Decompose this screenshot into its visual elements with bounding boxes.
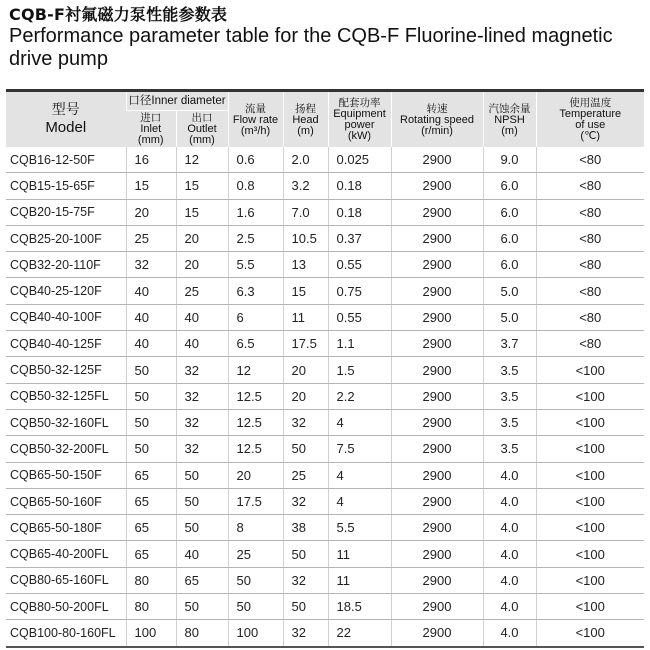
header-power-en3: (kW) — [347, 130, 372, 142]
table-row — [6, 383, 644, 409]
cell-outlet: 50 — [176, 515, 228, 541]
page-title-english: Performance parameter table for the CQB-F Fluorine-lined magnetic drive pump — [9, 25, 613, 70]
cell-rotating-speed: 2900 — [391, 515, 483, 541]
cell-head: 15 — [283, 278, 328, 304]
cell-head: 50 — [283, 541, 328, 567]
cell-head: 50 — [283, 594, 328, 620]
cell-outlet: 25 — [176, 278, 228, 304]
header-temp-en3: (℃) — [580, 130, 601, 142]
cell-head: 2.0 — [283, 147, 328, 173]
cell-flow-rate: 100 — [228, 620, 283, 647]
cell-model: CQB50-32-160FL — [6, 409, 126, 435]
header-power-en2: power — [344, 119, 375, 131]
cell-inlet: 25 — [126, 225, 176, 251]
cell-outlet: 50 — [176, 488, 228, 514]
cell-flow-rate: 6.5 — [228, 331, 283, 357]
table-row — [6, 620, 644, 647]
cell-model: CQB50-32-125F — [6, 357, 126, 383]
cell-inlet: 16 — [126, 147, 176, 173]
cell-power: 18.5 — [328, 594, 391, 620]
header-npsh-cn: 汽蚀余量 — [488, 102, 531, 115]
cell-rotating-speed: 2900 — [391, 567, 483, 593]
table-row — [6, 278, 644, 304]
cell-model: CQB32-20-110F — [6, 252, 126, 278]
cell-outlet: 65 — [176, 567, 228, 593]
cell-head: 32 — [283, 620, 328, 647]
table-body — [6, 147, 644, 647]
cell-flow-rate: 20 — [228, 462, 283, 488]
cell-outlet: 80 — [176, 620, 228, 647]
cell-flow-rate: 6.3 — [228, 278, 283, 304]
header-head-en1: Head — [292, 113, 319, 126]
cell-model: CQB50-32-125FL — [6, 383, 126, 409]
cell-model: CQB65-50-180F — [6, 515, 126, 541]
table-row — [6, 436, 644, 462]
header-head-en2: (m) — [297, 124, 314, 137]
page-title-chinese: CQB-F衬氟磁力泵性能参数表 — [9, 5, 228, 24]
cell-head: 17.5 — [283, 331, 328, 357]
cell-outlet: 20 — [176, 225, 228, 251]
cell-flow-rate: 17.5 — [228, 488, 283, 514]
cell-temperature: <100 — [536, 594, 644, 620]
cell-temperature: <100 — [536, 462, 644, 488]
cell-outlet: 32 — [176, 383, 228, 409]
table-row — [6, 594, 644, 620]
cell-model: CQB80-50-200FL — [6, 594, 126, 620]
cell-power: 0.18 — [328, 173, 391, 199]
header-outlet-en2: (mm) — [189, 134, 215, 146]
cell-flow-rate: 12.5 — [228, 409, 283, 435]
cell-outlet: 50 — [176, 594, 228, 620]
cell-inlet: 50 — [126, 357, 176, 383]
header-inlet-en2: (mm) — [137, 134, 164, 146]
cell-flow-rate: 6 — [228, 304, 283, 330]
cell-flow-rate: 8 — [228, 515, 283, 541]
cell-npsh: 6.0 — [483, 173, 536, 199]
cell-inlet: 50 — [126, 409, 176, 435]
cell-head: 32 — [283, 567, 328, 593]
table-row — [6, 462, 644, 488]
cell-rotating-speed: 2900 — [391, 225, 483, 251]
header-outlet-en1: Outlet — [187, 123, 217, 135]
cell-inlet: 15 — [126, 173, 176, 199]
cell-head: 20 — [283, 383, 328, 409]
header-npsh — [483, 91, 536, 148]
header-power — [328, 91, 391, 148]
cell-npsh: 5.0 — [483, 304, 536, 330]
cell-outlet: 12 — [176, 147, 228, 173]
cell-npsh: 3.5 — [483, 383, 536, 409]
cell-npsh: 6.0 — [483, 199, 536, 225]
table-row — [6, 567, 644, 593]
cell-rotating-speed: 2900 — [391, 383, 483, 409]
cell-rotating-speed: 2900 — [391, 357, 483, 383]
cell-temperature: <80 — [536, 199, 644, 225]
header-temp-en1: Temperature — [559, 108, 622, 120]
header-inlet-en1: Inlet — [140, 123, 162, 135]
cell-npsh: 4.0 — [483, 594, 536, 620]
cell-rotating-speed: 2900 — [391, 304, 483, 330]
cell-power: 0.75 — [328, 278, 391, 304]
cell-power: 0.55 — [328, 304, 391, 330]
cell-model: CQB16-12-50F — [6, 147, 126, 173]
cell-model: CQB20-15-75F — [6, 199, 126, 225]
cell-temperature: <80 — [536, 147, 644, 173]
cell-flow-rate: 2.5 — [228, 225, 283, 251]
cell-head: 32 — [283, 488, 328, 514]
cell-head: 10.5 — [283, 225, 328, 251]
header-speed-cn: 转速 — [426, 102, 448, 115]
cell-head: 25 — [283, 462, 328, 488]
table-row — [6, 225, 644, 251]
cell-flow-rate: 25 — [228, 541, 283, 567]
cell-inlet: 40 — [126, 304, 176, 330]
cell-temperature: <100 — [536, 357, 644, 383]
table-row — [6, 199, 644, 225]
cell-rotating-speed: 2900 — [391, 173, 483, 199]
cell-outlet: 32 — [176, 357, 228, 383]
cell-temperature: <80 — [536, 331, 644, 357]
cell-temperature: <100 — [536, 567, 644, 593]
cell-inlet: 80 — [126, 567, 176, 593]
cell-inlet: 32 — [126, 252, 176, 278]
cell-flow-rate: 12.5 — [228, 436, 283, 462]
cell-power: 0.37 — [328, 225, 391, 251]
cell-temperature: <100 — [536, 383, 644, 409]
header-inner-diameter-label: 口径Inner diameter — [128, 94, 226, 107]
cell-power: 0.55 — [328, 252, 391, 278]
cell-model: CQB40-40-100F — [6, 304, 126, 330]
cell-outlet: 40 — [176, 304, 228, 330]
cell-rotating-speed: 2900 — [391, 147, 483, 173]
cell-power: 2.2 — [328, 383, 391, 409]
cell-npsh: 4.0 — [483, 567, 536, 593]
cell-temperature: <100 — [536, 436, 644, 462]
cell-inlet: 65 — [126, 515, 176, 541]
header-rotating-speed — [391, 91, 483, 148]
table-row — [6, 409, 644, 435]
cell-rotating-speed: 2900 — [391, 331, 483, 357]
cell-rotating-speed: 2900 — [391, 541, 483, 567]
cell-head: 13 — [283, 252, 328, 278]
cell-npsh: 3.7 — [483, 331, 536, 357]
cell-outlet: 50 — [176, 462, 228, 488]
cell-power: 1.1 — [328, 331, 391, 357]
table-row — [6, 252, 644, 278]
cell-head: 32 — [283, 409, 328, 435]
cell-outlet: 40 — [176, 331, 228, 357]
cell-model: CQB65-40-200FL — [6, 541, 126, 567]
header-temp-en2: of use — [575, 119, 606, 131]
header-model-cn: 型号 — [51, 102, 80, 118]
cell-npsh: 3.5 — [483, 357, 536, 383]
cell-temperature: <100 — [536, 620, 644, 647]
cell-inlet: 20 — [126, 199, 176, 225]
table-row — [6, 488, 644, 514]
cell-rotating-speed: 2900 — [391, 462, 483, 488]
cell-npsh: 9.0 — [483, 147, 536, 173]
header-outlet-cn: 出口 — [191, 112, 213, 124]
cell-flow-rate: 0.8 — [228, 173, 283, 199]
cell-head: 11 — [283, 304, 328, 330]
header-flow-en2: (m³/h) — [240, 124, 271, 137]
cell-temperature: <100 — [536, 515, 644, 541]
cell-model: CQB40-40-125F — [6, 331, 126, 357]
cell-outlet: 15 — [176, 199, 228, 225]
cell-npsh: 4.0 — [483, 620, 536, 647]
cell-head: 38 — [283, 515, 328, 541]
header-inlet — [126, 111, 176, 148]
cell-head: 3.2 — [283, 173, 328, 199]
cell-flow-rate: 50 — [228, 594, 283, 620]
cell-power: 0.18 — [328, 199, 391, 225]
cell-head: 7.0 — [283, 199, 328, 225]
table-row — [6, 515, 644, 541]
cell-inlet: 50 — [126, 383, 176, 409]
cell-temperature: <80 — [536, 278, 644, 304]
cell-model: CQB80-65-160FL — [6, 567, 126, 593]
cell-rotating-speed: 2900 — [391, 409, 483, 435]
cell-outlet: 15 — [176, 173, 228, 199]
cell-npsh: 3.5 — [483, 409, 536, 435]
header-model-en: Model — [45, 119, 87, 136]
cell-temperature: <100 — [536, 488, 644, 514]
cell-npsh: 4.0 — [483, 462, 536, 488]
cell-npsh: 5.0 — [483, 278, 536, 304]
cell-power: 4 — [328, 462, 391, 488]
cell-outlet: 40 — [176, 541, 228, 567]
cell-outlet: 32 — [176, 409, 228, 435]
header-flow-cn: 流量 — [245, 102, 266, 115]
cell-power: 11 — [328, 567, 391, 593]
header-flow-rate — [228, 91, 283, 148]
cell-inlet: 40 — [126, 331, 176, 357]
cell-inlet: 100 — [126, 620, 176, 647]
cell-power: 11 — [328, 541, 391, 567]
cell-inlet: 50 — [126, 436, 176, 462]
cell-npsh: 6.0 — [483, 225, 536, 251]
cell-npsh: 4.0 — [483, 541, 536, 567]
cell-inlet: 65 — [126, 462, 176, 488]
table-header — [6, 91, 644, 148]
header-npsh-en1: NPSH — [494, 113, 525, 126]
cell-power: 7.5 — [328, 436, 391, 462]
table-row — [6, 304, 644, 330]
cell-npsh: 4.0 — [483, 488, 536, 514]
cell-inlet: 40 — [126, 278, 176, 304]
cell-model: CQB25-20-100F — [6, 225, 126, 251]
header-speed-en1: Rotating speed — [400, 113, 474, 126]
cell-temperature: <80 — [536, 173, 644, 199]
cell-inlet: 80 — [126, 594, 176, 620]
cell-head: 20 — [283, 357, 328, 383]
cell-inlet: 65 — [126, 488, 176, 514]
cell-inlet: 65 — [126, 541, 176, 567]
cell-temperature: <80 — [536, 252, 644, 278]
header-flow-en1: Flow rate — [232, 113, 279, 126]
cell-flow-rate: 0.6 — [228, 147, 283, 173]
cell-npsh: 6.0 — [483, 252, 536, 278]
header-model — [6, 91, 126, 148]
cell-temperature: <100 — [536, 409, 644, 435]
cell-rotating-speed: 2900 — [391, 278, 483, 304]
table-row — [6, 357, 644, 383]
table-row — [6, 331, 644, 357]
header-inlet-cn: 进口 — [140, 112, 162, 124]
cell-rotating-speed: 2900 — [391, 620, 483, 647]
header-npsh-en2: (m) — [501, 124, 518, 137]
cell-flow-rate: 12 — [228, 357, 283, 383]
cell-model: CQB65-50-160F — [6, 488, 126, 514]
table-row — [6, 147, 644, 173]
header-speed-en2: (r/min) — [421, 124, 453, 137]
header-temperature — [536, 91, 644, 148]
cell-power: 4 — [328, 488, 391, 514]
cell-flow-rate: 12.5 — [228, 383, 283, 409]
cell-rotating-speed: 2900 — [391, 594, 483, 620]
cell-model: CQB40-25-120F — [6, 278, 126, 304]
header-power-cn: 配套功率 — [338, 97, 381, 109]
cell-power: 4 — [328, 409, 391, 435]
cell-head: 50 — [283, 436, 328, 462]
cell-model: CQB100-80-160FL — [6, 620, 126, 647]
header-power-en1: Equipment — [333, 108, 386, 120]
table-row — [6, 541, 644, 567]
cell-rotating-speed: 2900 — [391, 436, 483, 462]
cell-temperature: <100 — [536, 541, 644, 567]
cell-power: 1.5 — [328, 357, 391, 383]
cell-npsh: 3.5 — [483, 436, 536, 462]
cell-rotating-speed: 2900 — [391, 488, 483, 514]
cell-model: CQB65-50-150F — [6, 462, 126, 488]
cell-rotating-speed: 2900 — [391, 252, 483, 278]
cell-outlet: 32 — [176, 436, 228, 462]
header-head-cn: 扬程 — [295, 102, 316, 115]
cell-power: 5.5 — [328, 515, 391, 541]
cell-flow-rate: 50 — [228, 567, 283, 593]
header-temp-cn: 使用温度 — [569, 97, 612, 109]
header-inner-diameter — [126, 91, 228, 111]
header-head — [283, 91, 328, 148]
cell-rotating-speed: 2900 — [391, 199, 483, 225]
cell-power: 22 — [328, 620, 391, 647]
cell-flow-rate: 5.5 — [228, 252, 283, 278]
cell-temperature: <80 — [536, 225, 644, 251]
cell-model: CQB15-15-65F — [6, 173, 126, 199]
cell-power: 0.025 — [328, 147, 391, 173]
table-row — [6, 173, 644, 199]
cell-outlet: 20 — [176, 252, 228, 278]
cell-npsh: 4.0 — [483, 515, 536, 541]
cell-flow-rate: 1.6 — [228, 199, 283, 225]
cell-temperature: <80 — [536, 304, 644, 330]
performance-table — [6, 89, 644, 648]
cell-model: CQB50-32-200FL — [6, 436, 126, 462]
header-outlet — [176, 111, 228, 148]
